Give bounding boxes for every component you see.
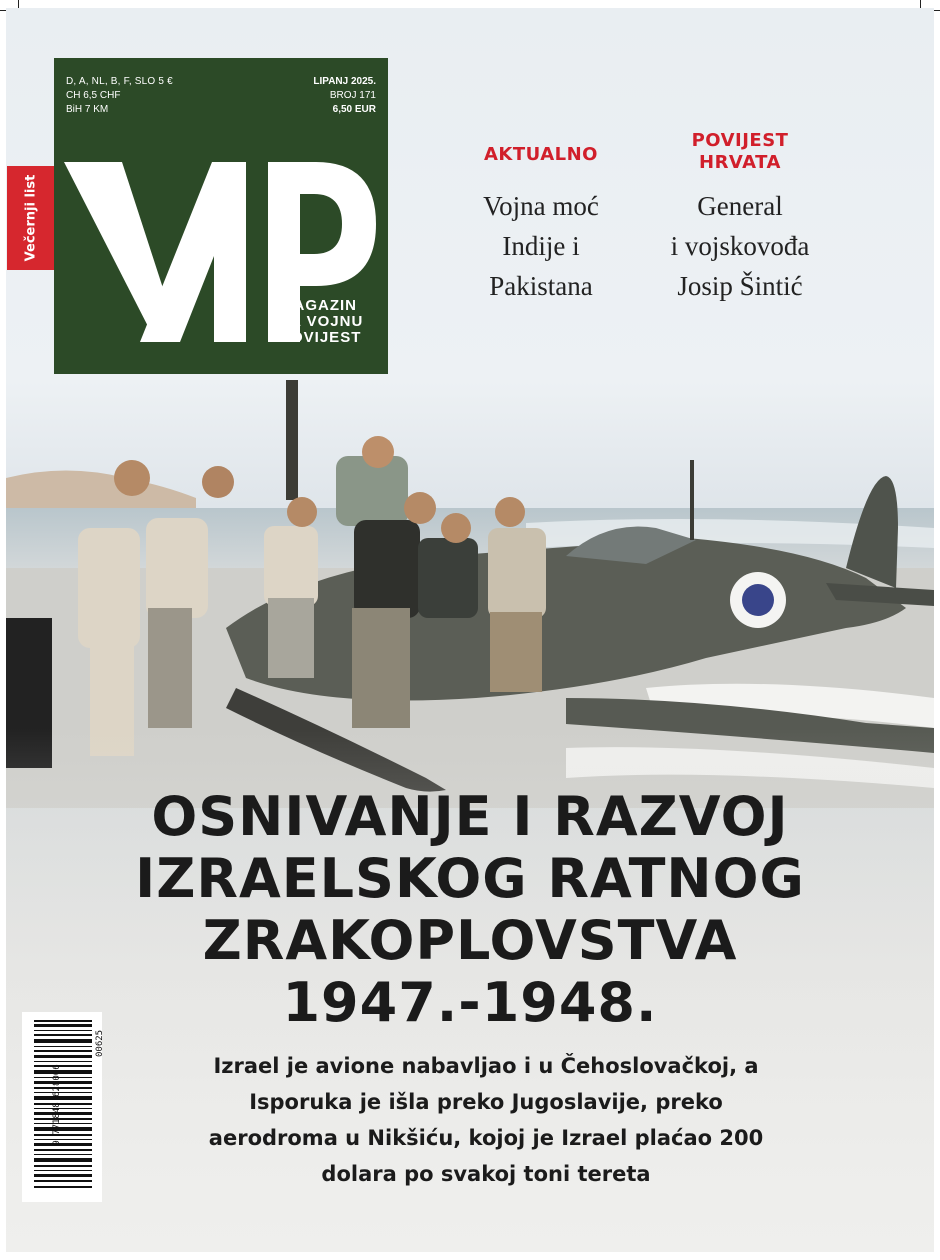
price-line-ch: CH 6,5 CHF	[66, 90, 121, 101]
barcode-icon	[22, 1012, 102, 1202]
cover-subheadline: Izrael je avione nabavljao i u Čehoslovačkoj, a Isporuka je išla preko Jugoslavije, preko aerodroma u Nikšiću, kojoj je Izrael plaćao 200 dolara po svakoj toni tereta	[208, 1054, 764, 1186]
barcode	[22, 1012, 105, 1202]
issue-price: 6,50 EUR	[332, 104, 376, 115]
teaser-2-kicker: POVIJEST HRVATA	[691, 130, 789, 173]
price-line-bih: BiH 7 KM	[66, 104, 109, 115]
barcode-addon: 00625	[95, 1029, 105, 1057]
issue-number: BROJ 171	[329, 90, 376, 101]
teaser-2-text: General i vojskovođa Josip Šintić	[670, 191, 810, 301]
magazine-cover	[6, 8, 934, 1252]
teaser-1-text: Vojna moć Indije i Pakistana	[483, 191, 599, 301]
issue-date: LIPANJ 2025.	[313, 76, 376, 87]
cover-headline: OSNIVANJE I RAZVOJ IZRAELSKOG RATNOG ZRAKOPLOVSTVA 1947.-1948.	[135, 785, 805, 1034]
barcode-digits: 9 771848 628006	[52, 1064, 62, 1146]
teaser-1-kicker: AKTUALNO	[484, 144, 598, 165]
masthead-tagline: MAGAZIN ZA VOJNU POVIJEST	[280, 297, 364, 346]
masthead-logo-block	[54, 58, 388, 374]
price-line-eu: D, A, NL, B, F, SLO 5 €	[66, 76, 173, 87]
publisher-tab: Večernji list	[7, 166, 54, 270]
